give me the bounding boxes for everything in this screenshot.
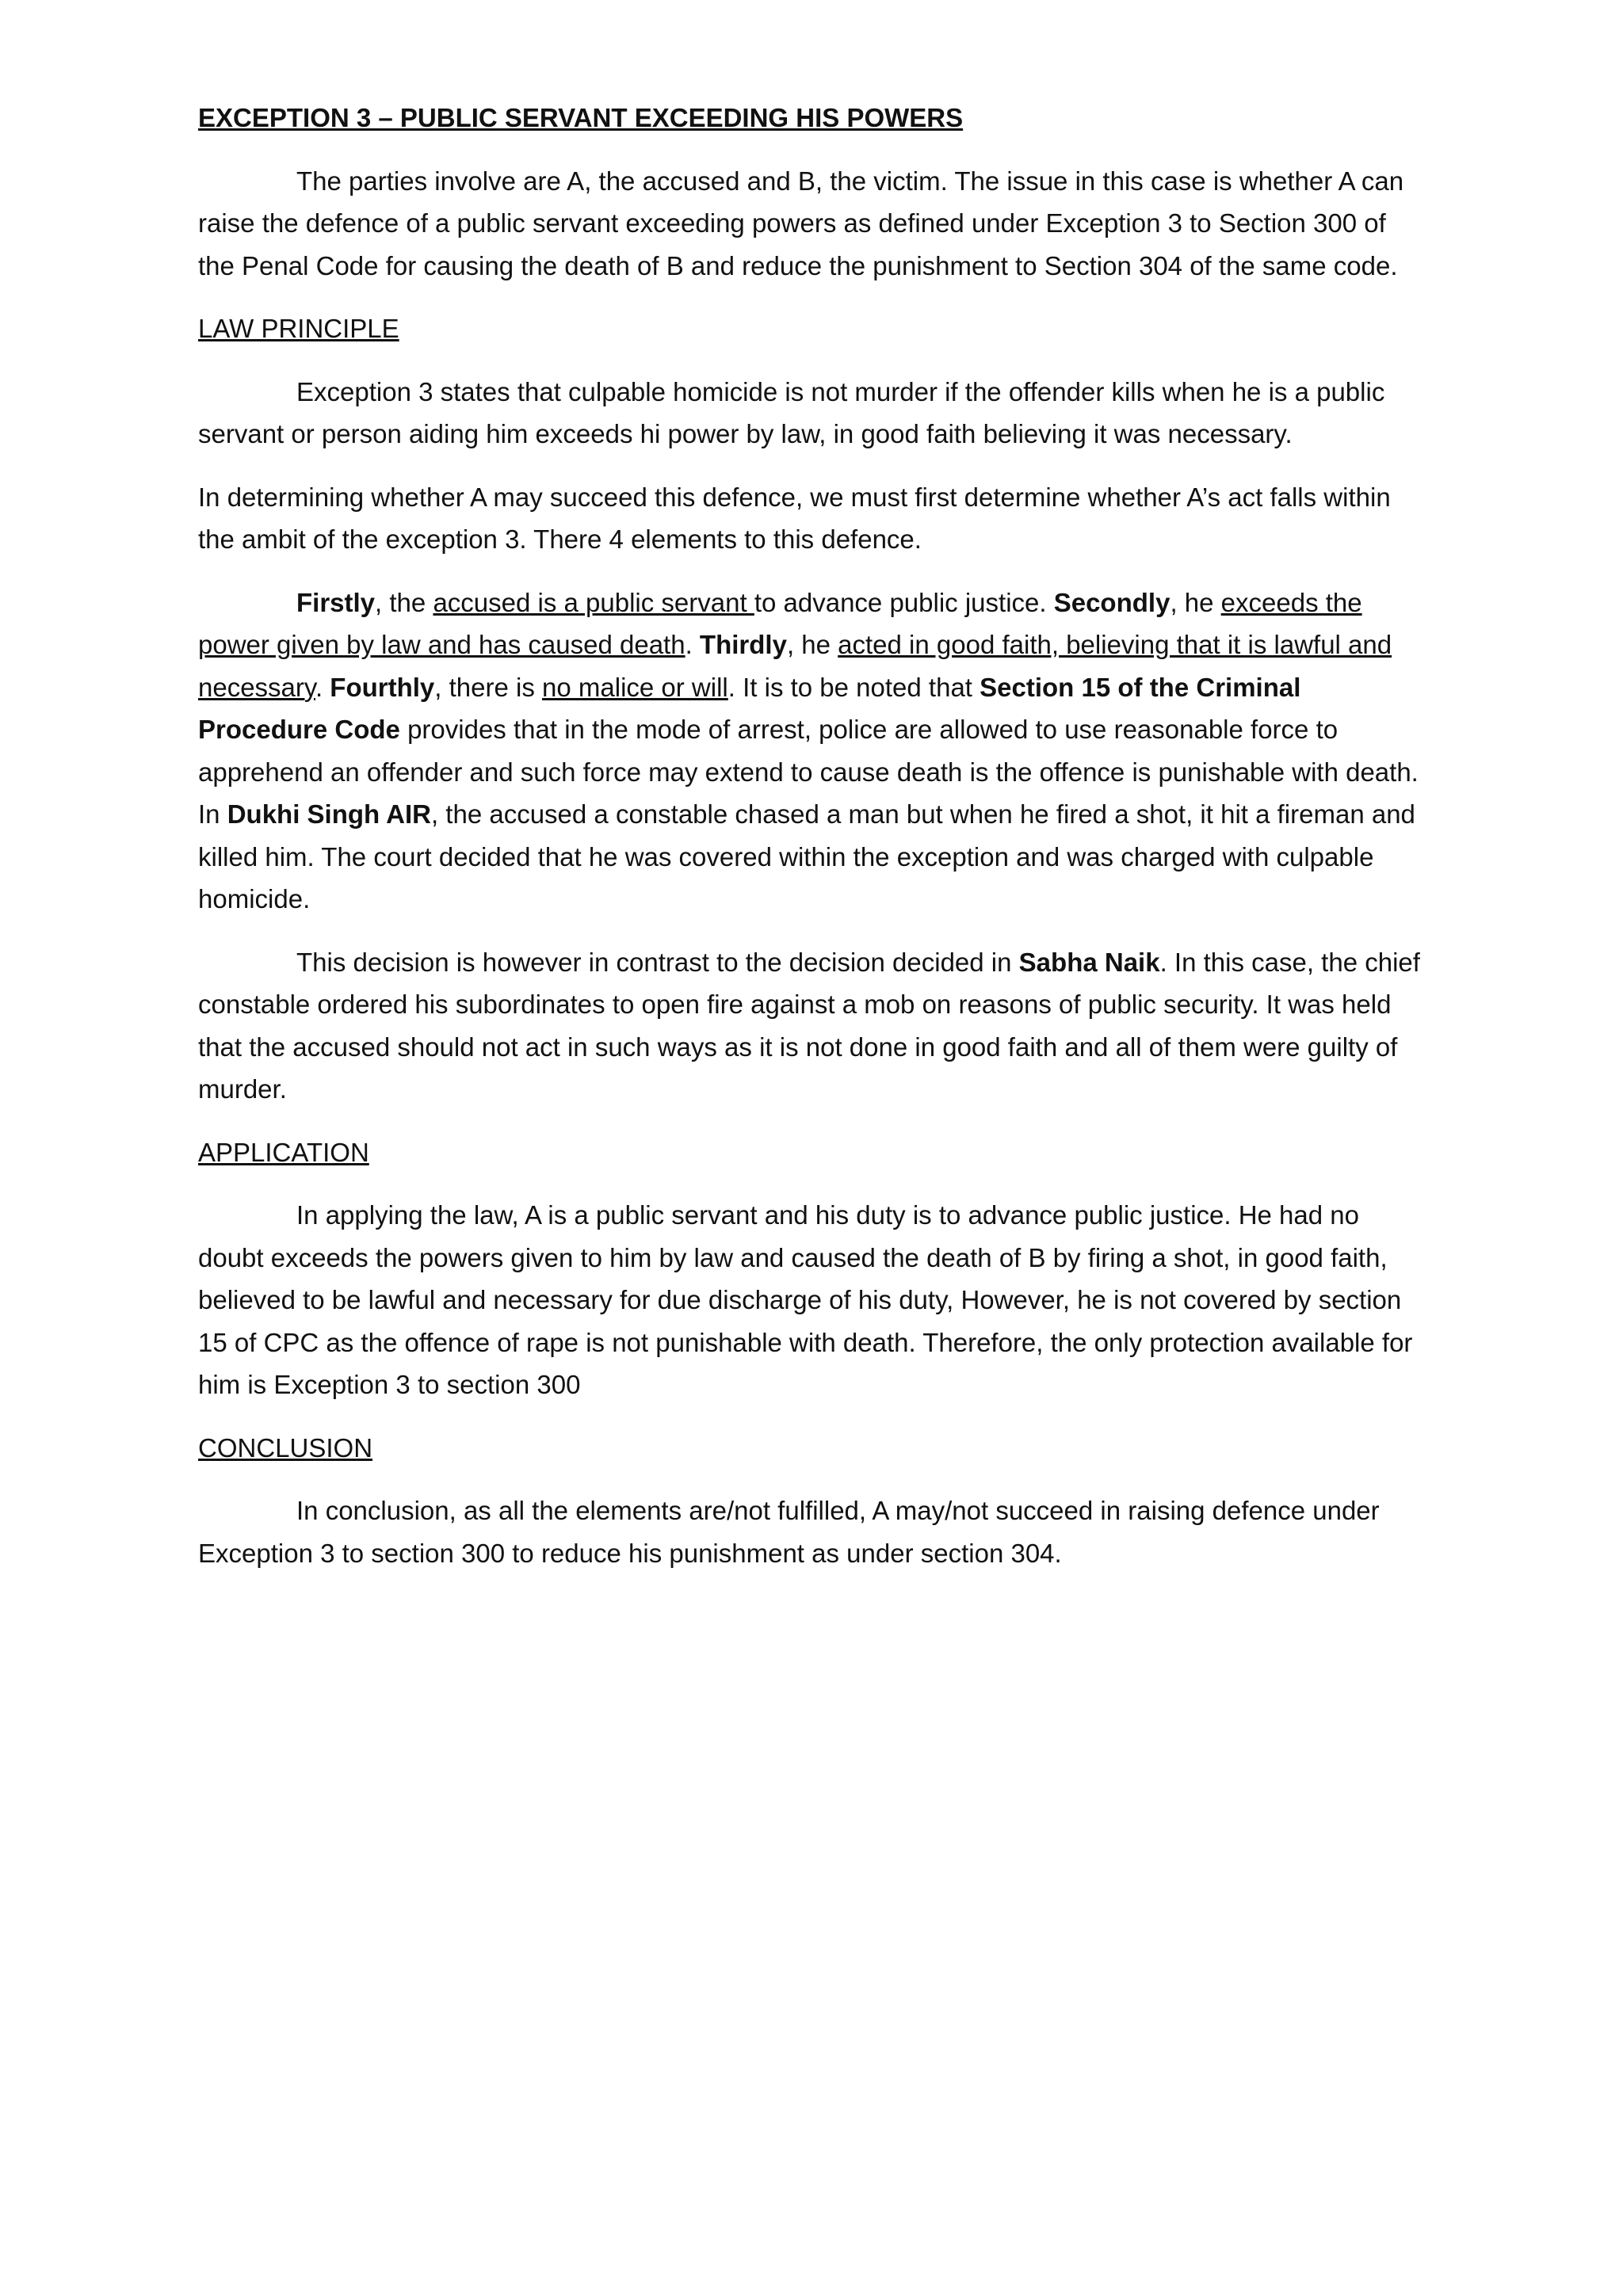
element-3-label: Thirdly (699, 630, 787, 659)
element-2-label: Secondly (1053, 587, 1170, 617)
law-principle-paragraph-2: In determining whether A may succeed this defence, we must first determine whether A’s act falls within the ambit of the exception 3. There 4 elements to this defence. (198, 482, 1391, 554)
text-run: , the (375, 587, 433, 617)
document-page (198, 97, 1425, 1595)
text-run: provides that in the mode of arrest, police are allowed to use reasonable force to apprehend an offender and such force may extend to cause death is the offence is punishable with death. In (198, 715, 1419, 829)
text-run: . It is to be noted that (727, 672, 980, 702)
conclusion-paragraph: In conclusion, as all the elements are/not fulfilled, A may/not succeed in raising defence under Exception 3 to section 300 to reduce his punishment as under section 304. (198, 1496, 1380, 1568)
element-2-text: exceeds the power given by law and has caused death (198, 587, 1362, 659)
elements-paragraph (198, 582, 1425, 921)
element-4-text: no malice or will (542, 672, 728, 702)
law-principle-paragraph-1: Exception 3 states that culpable homicide is not murder if the offender kills when he is a public servant or person aiding him exceeds hi power by law, in good faith believing it was necessary. (198, 376, 1385, 448)
application-heading: APPLICATION (198, 1137, 369, 1167)
text-run: , he (1170, 587, 1221, 617)
element-1-label: Firstly (296, 587, 376, 617)
text-run: . In this case, the chief constable ordered his subordinates to open fire against a mob on reasons of public security. It was held that the accused should not act in such ways as it is not done in good faith and all of them were guilty of murder. (198, 947, 1420, 1104)
law-principle-heading: LAW PRINCIPLE (198, 314, 399, 343)
text-run: . (685, 630, 700, 659)
text-run: to advance public justice. (754, 587, 1054, 617)
statute-reference: Section 15 of the Criminal Procedure Code (198, 672, 1301, 744)
element-4-label: Fourthly (330, 672, 435, 702)
contrast-paragraph (198, 941, 1425, 1111)
intro-paragraph: The parties involve are A, the accused and B, the victim. The issue in this case is whether A can raise the defence of a public servant exceeding powers as defined under Exception 3 to Section 300 of the Penal Code for causing the death of B and reduce the punishment to Section 304 of the same code. (198, 166, 1404, 280)
text-run: This decision is however in contrast to the decision decided in (296, 947, 1019, 977)
text-run: , the accused a constable chased a man but when he fired a shot, it hit a fireman and killed him. The court decided that he was covered within the exception and was charged with culpable homicide. (198, 799, 1415, 913)
case-name-dukhi-singh: Dukhi Singh AIR (227, 799, 431, 829)
conclusion-heading: CONCLUSION (198, 1432, 373, 1463)
document-title: EXCEPTION 3 – PUBLIC SERVANT EXCEEDING HIS POWERS (198, 103, 964, 132)
case-name-sabha-naik: Sabha Naik (1018, 947, 1160, 977)
element-1-text: accused is a public servant (433, 587, 754, 617)
element-3-text: acted in good faith, believing that it is lawful and necessary (198, 630, 1392, 702)
text-run: , there is (434, 672, 543, 702)
application-paragraph: In applying the law, A is a public servant and his duty is to advance public justice. He had no doubt exceeds the powers given to him by law and caused the death of B by firing a shot, in good faith, believed to be lawful and necessary for due discharge of his duty, However, he is not covered by section 15 of CPC as the offence of rape is not punishable with death. Therefore, the only protection available for him is Exception 3 to section 300 (198, 1200, 1413, 1399)
text-run: , he (786, 630, 838, 659)
text-run: . (315, 672, 330, 702)
